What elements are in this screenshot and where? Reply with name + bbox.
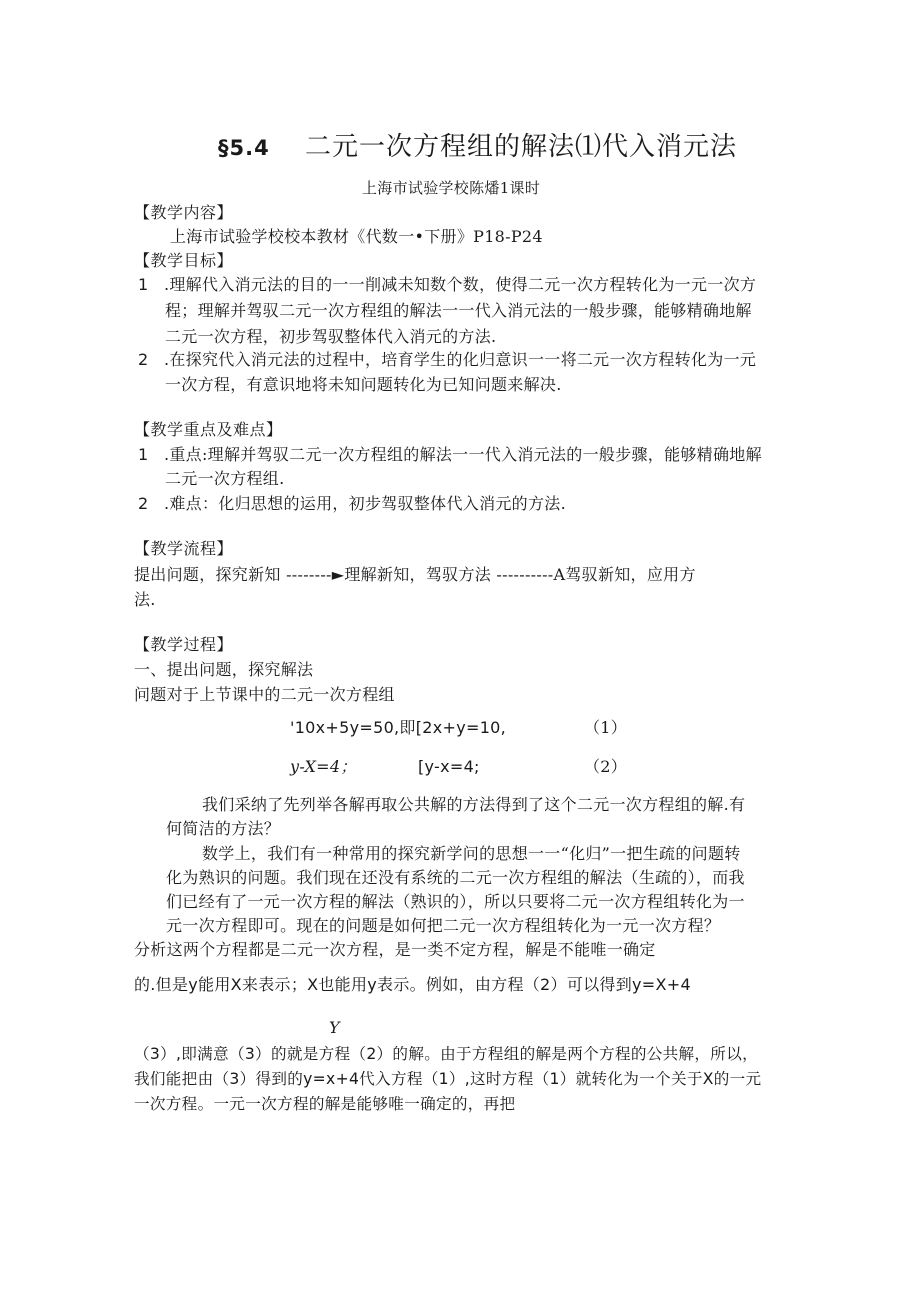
goal-2-line-2: 一次方程，有意识地将未知问题转化为已知问题来解决. (165, 375, 562, 394)
page-title (218, 131, 270, 164)
goal-1-line-2: 程；理解并驾驭二元一次方程组的解法一一代入消元法的一般步骤，能够精确地解 (165, 301, 752, 320)
key-point-1-number: 1 (138, 445, 149, 464)
process-section-1: 一、提出问题，探究解法 (134, 660, 314, 679)
goal-1-line-3: 二元一次方程，初步驾驭整体代入消元的方法. (165, 327, 497, 346)
paragraph-2-line-3: 们已经有了一元一次方程的解法（熟识的），所以只要将二元一次方程组转化为一 (166, 892, 745, 911)
paragraph-2-line-2: 化为熟识的问题。我们现在还没有系统的二元一次方程组的解法（生疏的），而我 (166, 868, 745, 887)
key-points-heading: 【教学重点及难点】 (134, 420, 283, 439)
author-line: 上海市试验学校陈燔1课时 (362, 179, 541, 197)
paragraph-1-line-2: 何简洁的方法？ (166, 819, 281, 838)
analysis-line-3: （3）,即满意（3）的就是方程（2）的解。由于方程组的解是两个方程的公共解，所以， (134, 1045, 758, 1063)
analysis-line-1: 分析这两个方程都是二元一次方程，是一类不定方程，解是不能唯一确定 (134, 940, 656, 959)
flow-line-1: 提出问题，探究新知 --------►理解新知，驾驭方法 ----------A驾驭新知，应用方 (134, 565, 696, 584)
analysis-line-4: 我们能把由（3）得到的y=x+4代入方程（1）,这时方程（1）就转化为一个关于X的一元 (134, 1070, 762, 1088)
paragraph-1-line-1: 我们采纳了先列举各解再取公共解的方法得到了这个二元一次方程组的解.有 (202, 795, 746, 814)
analysis-line-2: 的.但是y能用X来表示；X也能用y表示。例如，由方程（2）可以得到y=X+4 (134, 975, 691, 994)
page-title-text: 二元一次方程组的解法⑴代入消元法 (305, 132, 738, 162)
equation-2-simplified: [y-x=4; (418, 757, 480, 776)
content-heading: 【教学内容】 (134, 203, 234, 222)
goal-2-line-1: .在探究代入消元法的过程中，培育学生的化归意识一一将二元一次方程转化为一元 (164, 350, 757, 369)
goal-1-line-1: .理解代入消元法的目的一一削减未知数个数，使得二元一次方程转化为一元一次方 (164, 275, 757, 294)
problem-intro: 问题对于上节课中的二元一次方程组 (134, 685, 395, 704)
process-heading: 【教学过程】 (134, 635, 234, 654)
paragraph-2-line-4: 元一次方程即可。现在的问题是如何把二元一次方程组转化为一元一次方程？ (166, 916, 721, 935)
key-point-2-number: 2 (138, 494, 149, 513)
content-text: 上海市试验学校校本教材《代数一•下册》P18-P24 (170, 227, 543, 246)
goal-2-number: 2 (138, 350, 149, 369)
flow-heading: 【教学流程】 (134, 539, 234, 558)
section-number: §5.4 (218, 136, 270, 160)
key-point-2-line-1: .难点：化归思想的运用，初步驾驭整体代入消元的方法. (164, 494, 566, 513)
equation-2-number: （2） (584, 757, 628, 776)
y-label: Y (329, 1018, 340, 1037)
goals-heading: 【教学目标】 (134, 251, 234, 270)
paragraph-2-line-1: 数学上，我们有一种常用的探究新学问的思想一一“化归”一把生疏的问题转 (202, 844, 741, 863)
key-point-1-line-1: .重点:理解并驾驭二元一次方程组的解法一一代入消元法的一般步骤，能够精确地解 (164, 445, 762, 464)
analysis-line-5: 一次方程。一元一次方程的解是能够唯一确定的，再把 (134, 1095, 516, 1113)
flow-line-2: 法. (134, 590, 156, 609)
equation-1: '10x+5y=50,即[2x+y=10, (290, 718, 507, 737)
equation-1-number: （1） (584, 718, 628, 737)
goal-1-number: 1 (138, 275, 149, 294)
equation-2-original: y-X=4； (290, 757, 357, 776)
key-point-1-line-2: 二元一次方程组. (165, 469, 285, 488)
